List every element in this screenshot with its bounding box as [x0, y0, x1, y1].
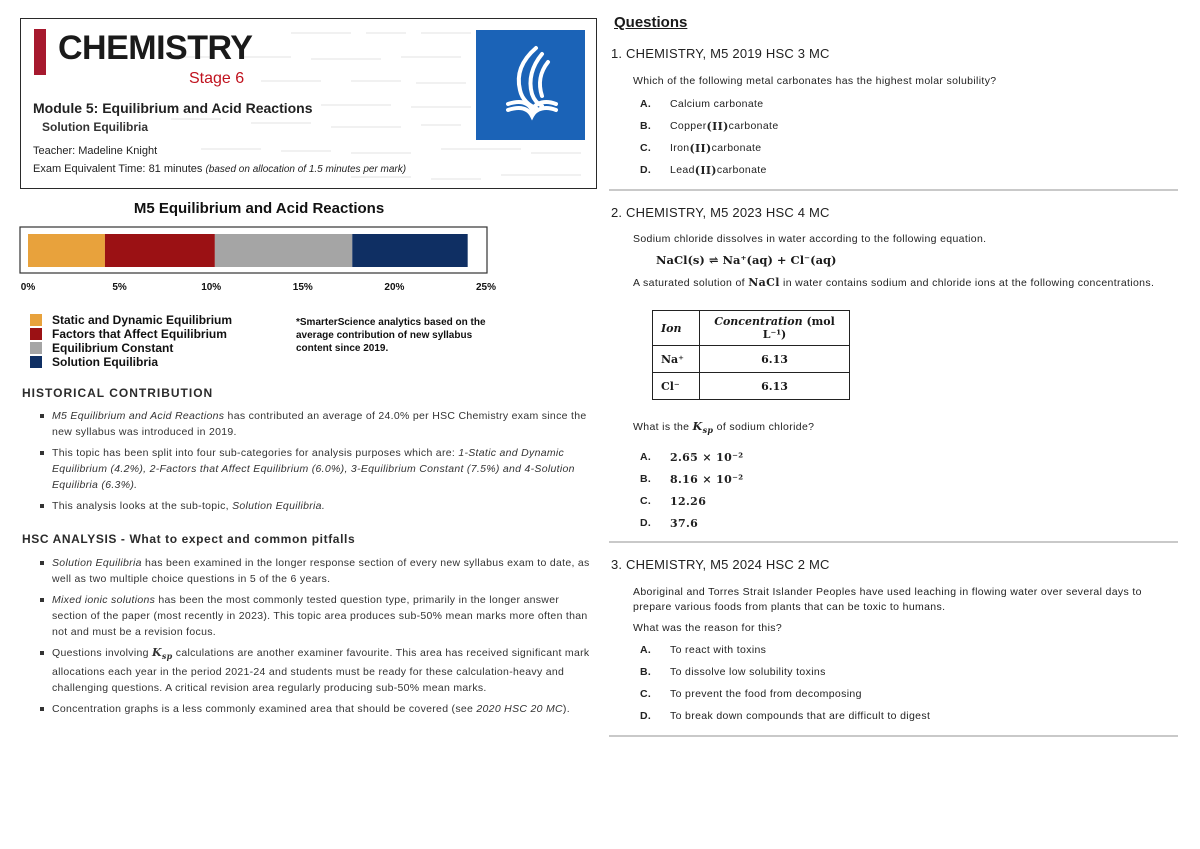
option-text: Lead	[670, 164, 695, 176]
divider	[609, 189, 1178, 191]
header-unit: (mol L⁻¹)	[762, 315, 835, 341]
time-value: 81 minutes	[148, 163, 203, 175]
question-1-title: 1. CHEMISTRY, M5 2019 HSC 3 MC	[611, 46, 830, 61]
question-1-options	[640, 93, 779, 181]
list-item	[37, 555, 597, 587]
option-text: Iron	[670, 142, 690, 154]
module-title: Module 5: Equilibrium and Acid Reactions	[33, 100, 313, 116]
legend-item	[30, 313, 232, 327]
option-text: carbonate	[728, 120, 779, 132]
option[interactable]	[640, 639, 930, 661]
option[interactable]	[640, 512, 743, 534]
text: has been the most commonly tested question type, primarily in the longer answer section of the paper (most recently in 2023). This topic area produces sub-50% mean marks more often than not and must be a revision focus.	[52, 594, 588, 638]
header-text: Ion	[661, 321, 682, 335]
option-value: 12.26	[670, 494, 707, 508]
emphasis: Solution Equilibria.	[232, 500, 326, 512]
question-3-title: 3. CHEMISTRY, M5 2024 HSC 2 MC	[611, 557, 830, 572]
option-text: carbonate	[716, 164, 767, 176]
option-letter: A.	[640, 98, 652, 110]
topic-subtitle: Solution Equilibria	[42, 120, 148, 134]
ksp-symbol: K	[692, 420, 703, 433]
header-concentration	[700, 311, 850, 346]
option-letter: D.	[640, 517, 652, 529]
text: Concentration graphs is a less commonly examined area that should be covered (see	[52, 703, 477, 716]
legend-item	[30, 355, 232, 369]
hsc-analysis-heading: HSC ANALYSIS - What to expect and common pitfalls	[22, 532, 356, 546]
flame-book-logo-icon	[476, 30, 585, 140]
option[interactable]	[640, 705, 930, 727]
red-accent-bar	[34, 29, 46, 75]
question-2-stem-2	[633, 276, 1154, 289]
chart-note: *SmarterScience analytics based on the average contribution of new syllabus content since 2019.	[296, 317, 486, 354]
table-row	[653, 346, 850, 373]
stacked-bar-chart	[0, 220, 520, 302]
question-3-options	[640, 639, 930, 727]
option-text: To react with toxins	[670, 644, 767, 656]
tick-label: 0%	[20, 282, 36, 293]
table-cell: Na⁺	[653, 346, 700, 373]
tick-label: 10%	[201, 282, 222, 293]
emphasis: Solution Equilibria	[52, 557, 142, 569]
exam-time-line	[33, 163, 406, 175]
questions-heading: Questions	[614, 14, 688, 31]
time-label: Exam Equivalent Time:	[33, 163, 146, 175]
text: has contributed an average of 24.0% per HSC Chemistry exam since the new syllabus was introduced in 2019.	[52, 410, 587, 438]
legend-swatch	[30, 328, 42, 340]
oxidation-state: (II)	[706, 119, 729, 133]
legend-label: Factors that Affect Equilibrium	[52, 327, 227, 341]
question-2-ask	[633, 420, 814, 435]
text: in water contains sodium and chloride ions at the following concentrations.	[779, 277, 1155, 289]
option[interactable]	[640, 159, 779, 181]
teacher-line	[33, 145, 157, 157]
table-cell: Cl⁻	[653, 373, 700, 400]
text: This analysis looks at the sub-topic,	[52, 500, 233, 512]
emphasis: 1-Static and Dynamic Equilibrium (4.2%), 2-Factors that Affect Equilibrium (6.0%), 3-Equilibrium Constant (7.5%) and 4-Solution Equilibria (6.3%).	[52, 447, 575, 491]
question-2-stem: Sodium chloride dissolves in water according to the following equation.	[633, 233, 987, 245]
option[interactable]	[640, 468, 743, 490]
option-text: To dissolve low solubility toxins	[670, 666, 826, 678]
subject-title: CHEMISTRY	[58, 29, 253, 67]
header-box	[20, 18, 597, 189]
option[interactable]	[640, 661, 930, 683]
option[interactable]	[640, 93, 779, 115]
church-logo	[476, 30, 585, 140]
table-cell: 6.13	[700, 373, 850, 400]
option-letter: D.	[640, 164, 652, 176]
text: Questions involving	[52, 647, 152, 659]
emphasis: 2020 HSC 20 MC	[476, 703, 563, 716]
option[interactable]	[640, 137, 779, 159]
question-3-ask: What was the reason for this?	[633, 622, 783, 634]
header-text: Concentration	[714, 315, 803, 328]
legend-label: Equilibrium Constant	[52, 341, 174, 355]
historical-list	[37, 408, 597, 519]
tick-label: 20%	[384, 282, 405, 293]
text: calculations are another examiner favourite. This area has received significant mark allocations each year in the period 2021-24 and students must be ready for these calculation-heavy and challenging questions. A critical revision area regularly producing sub-50% mean marks.	[52, 647, 590, 695]
text: This topic has been split into four sub-categories for analysis purposes which are:	[52, 447, 459, 459]
option-letter: D.	[640, 710, 652, 722]
divider	[609, 541, 1178, 543]
option-value: 2.65 × 10⁻²	[670, 450, 744, 464]
stage-label: Stage 6	[189, 70, 245, 87]
tick-label: 5%	[112, 282, 127, 293]
divider	[609, 735, 1178, 737]
option-letter: B.	[640, 473, 652, 485]
option[interactable]	[640, 115, 779, 137]
option-text: Calcium carbonate	[670, 98, 764, 110]
tick-label: 15%	[292, 282, 313, 293]
question-2-options	[640, 446, 743, 534]
teacher-label: Teacher:	[33, 145, 76, 157]
list-item	[37, 645, 597, 696]
ion-concentration-table	[652, 310, 850, 400]
list-item	[37, 701, 597, 717]
legend-item	[30, 341, 232, 355]
dissolution-equation: NaCl(s) ⇌ Na⁺(aq) + Cl⁻(aq)	[656, 253, 837, 267]
legend-swatch	[30, 356, 42, 368]
list-item	[37, 592, 597, 640]
historical-heading: HISTORICAL CONTRIBUTION	[22, 386, 214, 400]
ksp-subscript: sp	[161, 651, 173, 662]
question-2-title: 2. CHEMISTRY, M5 2023 HSC 4 MC	[611, 205, 830, 220]
option-letter: C.	[640, 688, 652, 700]
chart-legend	[30, 313, 232, 369]
hsc-analysis-list	[37, 555, 597, 722]
option-text: To break down compounds that are difficult to digest	[670, 710, 931, 722]
table-cell: 6.13	[700, 346, 850, 373]
option[interactable]	[640, 446, 743, 468]
option-letter: B.	[640, 666, 652, 678]
formula: NaCl	[748, 276, 780, 289]
option-value: 8.16 × 10⁻²	[670, 472, 744, 486]
tick-label: 25%	[475, 282, 497, 293]
header-ion	[653, 311, 700, 346]
option-text: carbonate	[711, 142, 762, 154]
text: ).	[562, 703, 570, 716]
list-item	[37, 498, 597, 514]
bar-segment	[28, 234, 105, 267]
bar-segment	[215, 234, 352, 267]
legend-label: Static and Dynamic Equilibrium	[52, 313, 233, 327]
list-item	[37, 408, 597, 440]
teacher-name: Madeline Knight	[78, 145, 158, 157]
option-letter: C.	[640, 495, 652, 507]
emphasis: Mixed ionic solutions	[52, 594, 156, 606]
legend-swatch	[30, 342, 42, 354]
option-text: Copper	[670, 120, 707, 132]
text: What is the	[633, 421, 693, 433]
text: has been examined in the longer response section of every new syllabus exam to date, as well as two multiple choice questions in 5 of the 6 years.	[52, 557, 590, 585]
time-note: (based on allocation of 1.5 minutes per mark)	[205, 164, 407, 175]
bar-segment	[352, 234, 467, 267]
question-3-stem: Aboriginal and Torres Strait Islander Peoples have used leaching in flowing water over several days to prepare various foods from plants that can be toxic to humans.	[633, 586, 1142, 613]
table-header-row	[653, 311, 850, 346]
question-1-stem: Which of the following metal carbonates has the highest molar solubility?	[633, 75, 997, 87]
legend-label: Solution Equilibria	[52, 355, 158, 369]
text: A saturated solution of	[633, 277, 749, 289]
bar-segment	[105, 234, 215, 267]
text: of sodium chloride?	[713, 421, 815, 433]
list-item	[37, 445, 597, 493]
ksp-subscript: sp	[702, 425, 714, 436]
option-text: To prevent the food from decomposing	[670, 688, 862, 700]
emphasis: M5 Equilibrium and Acid Reactions	[52, 410, 225, 422]
chart-title: M5 Equilibrium and Acid Reactions	[133, 200, 385, 217]
option-letter: C.	[640, 142, 652, 154]
option-letter: B.	[640, 120, 652, 132]
option-value: 37.6	[670, 516, 699, 530]
legend-swatch	[30, 314, 42, 326]
oxidation-state: (II)	[694, 163, 717, 177]
option-letter: A.	[640, 451, 652, 463]
table-row	[653, 373, 850, 400]
ksp-symbol: K	[151, 646, 162, 659]
option-letter: A.	[640, 644, 652, 656]
oxidation-state: (II)	[689, 141, 712, 155]
option[interactable]	[640, 490, 743, 512]
option[interactable]	[640, 683, 930, 705]
legend-item	[30, 327, 232, 341]
